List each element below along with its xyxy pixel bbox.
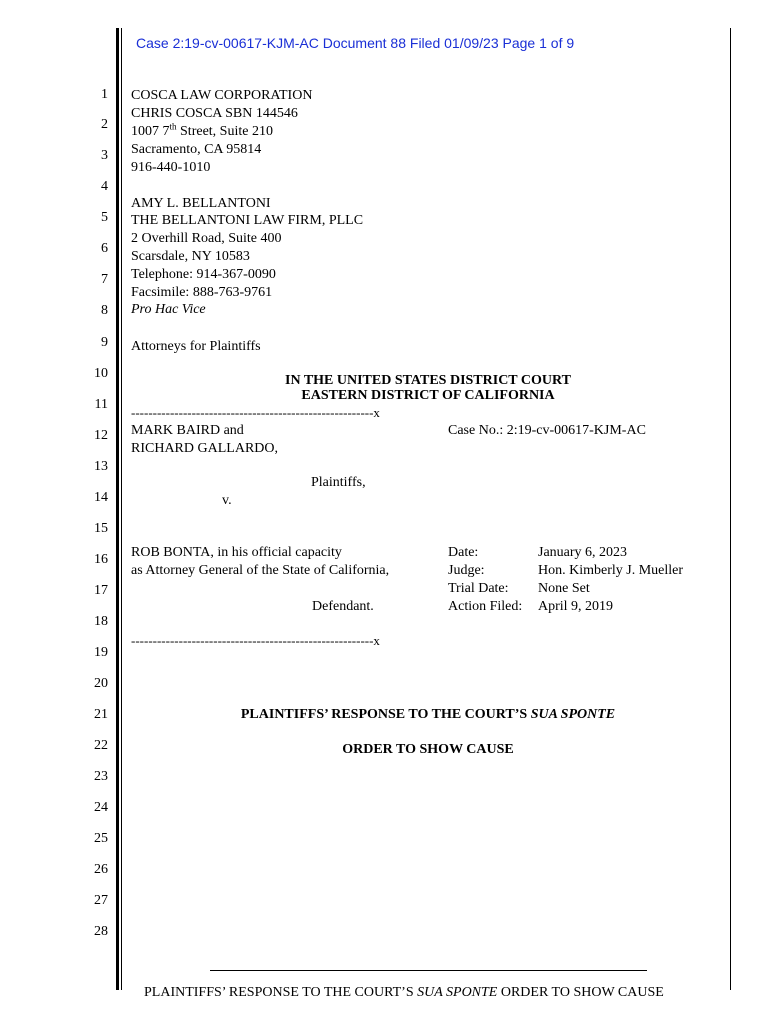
line-number: 1 [101, 87, 108, 102]
line-number: 26 [94, 862, 108, 877]
line-number: 5 [101, 210, 108, 225]
counsel2-street: 2 Overhill Road, Suite 400 [131, 231, 282, 246]
defendant-line1: ROB BONTA, in his official capacity [131, 545, 342, 560]
line-number: 14 [94, 490, 108, 505]
plaintiff-line2: RICHARD GALLARDO, [131, 441, 278, 456]
line-number: 19 [94, 645, 108, 660]
attorneys-for: Attorneys for Plaintiffs [131, 339, 261, 354]
defendant-label: Defendant. [312, 599, 374, 614]
street-rest: Street, Suite 210 [176, 124, 273, 139]
footer-italic: SUA SPONTE [417, 985, 498, 1000]
counsel2-firm: THE BELLANTONI LAW FIRM, PLLC [131, 213, 364, 228]
line-number: 6 [101, 241, 108, 256]
street-number: 1007 7 [131, 124, 170, 139]
title-italic: SUA SPONTE [530, 707, 616, 722]
street-suffix: th [169, 121, 177, 132]
caption-dash-top: --------------------------------------------------------x [131, 405, 380, 420]
action-filed-label: Action Filed: [448, 599, 523, 614]
counsel2-telephone: Telephone: 914-367-0090 [131, 267, 276, 282]
pro-hac-vice: Pro Hac Vice [131, 302, 206, 317]
court-name: IN THE UNITED STATES DISTRICT COURT [285, 373, 571, 388]
line-number: 7 [101, 272, 108, 287]
case-number: Case No.: 2:19-cv-00617-KJM-AC [448, 423, 646, 438]
document-title-line2: ORDER TO SHOW CAUSE [342, 742, 514, 757]
right-margin-rule [730, 28, 731, 990]
line-number: 28 [94, 924, 108, 939]
counsel2-facsimile: Facsimile: 888-763-9761 [131, 285, 273, 300]
counsel1-phone: 916-440-1010 [131, 160, 211, 175]
versus: v. [222, 493, 232, 508]
action-filed-value: April 9, 2019 [538, 599, 614, 614]
footer-text: PLAINTIFFS’ RESPONSE TO THE COURT’S [144, 985, 418, 1000]
line-number: 3 [101, 148, 108, 163]
counsel1-firm: COSCA LAW CORPORATION [131, 88, 313, 103]
plaintiff-line1: MARK BAIRD and [131, 423, 244, 438]
footer-caption [144, 984, 664, 1001]
line-number: 24 [94, 800, 108, 815]
counsel2-city: Scarsdale, NY 10583 [131, 249, 250, 264]
line-number: 12 [94, 428, 108, 443]
line-number: 20 [94, 676, 108, 691]
left-margin-rule [116, 28, 119, 990]
line-number: 23 [94, 769, 108, 784]
date-label: Date: [448, 545, 479, 560]
date-value: January 6, 2023 [538, 545, 628, 560]
counsel1-city: Sacramento, CA 95814 [131, 142, 262, 157]
line-number: 11 [94, 397, 108, 412]
caption-dash-bottom: --------------------------------------------------------x [131, 633, 380, 648]
defendant-line2: as Attorney General of the State of California, [131, 563, 390, 578]
line-number: 13 [94, 459, 108, 474]
document-title-line1 [200, 706, 656, 723]
plaintiffs-label: Plaintiffs, [311, 475, 366, 490]
line-number: 21 [94, 707, 108, 722]
line-number: 10 [94, 366, 108, 381]
court-district: EASTERN DISTRICT OF CALIFORNIA [301, 388, 555, 403]
counsel2-attorney: AMY L. BELLANTONI [131, 196, 271, 211]
judge-label: Judge: [448, 563, 485, 578]
title-main: PLAINTIFFS’ RESPONSE TO THE COURT’S [240, 707, 531, 722]
footer-text-end: ORDER TO SHOW CAUSE [497, 985, 664, 1000]
line-number: 9 [101, 335, 108, 350]
line-number: 8 [101, 303, 108, 318]
counsel1-street [131, 123, 273, 140]
line-number: 15 [94, 521, 108, 536]
trial-date-label: Trial Date: [448, 581, 509, 596]
line-number: 2 [101, 117, 108, 132]
filing-stamp: Case 2:19-cv-00617-KJM-AC Document 88 Filed 01/09/23 Page 1 of 9 [136, 35, 575, 51]
trial-date-value: None Set [538, 581, 590, 596]
line-number: 18 [94, 614, 108, 629]
line-number: 25 [94, 831, 108, 846]
judge-value: Hon. Kimberly J. Mueller [538, 563, 684, 578]
line-number: 4 [101, 179, 108, 194]
footer-rule [210, 970, 647, 971]
line-number: 16 [94, 552, 108, 567]
counsel1-attorney: CHRIS COSCA SBN 144546 [131, 106, 298, 121]
line-number: 27 [94, 893, 108, 908]
left-margin-rule-thin [121, 28, 122, 990]
line-number: 22 [94, 738, 108, 753]
line-number: 17 [94, 583, 108, 598]
